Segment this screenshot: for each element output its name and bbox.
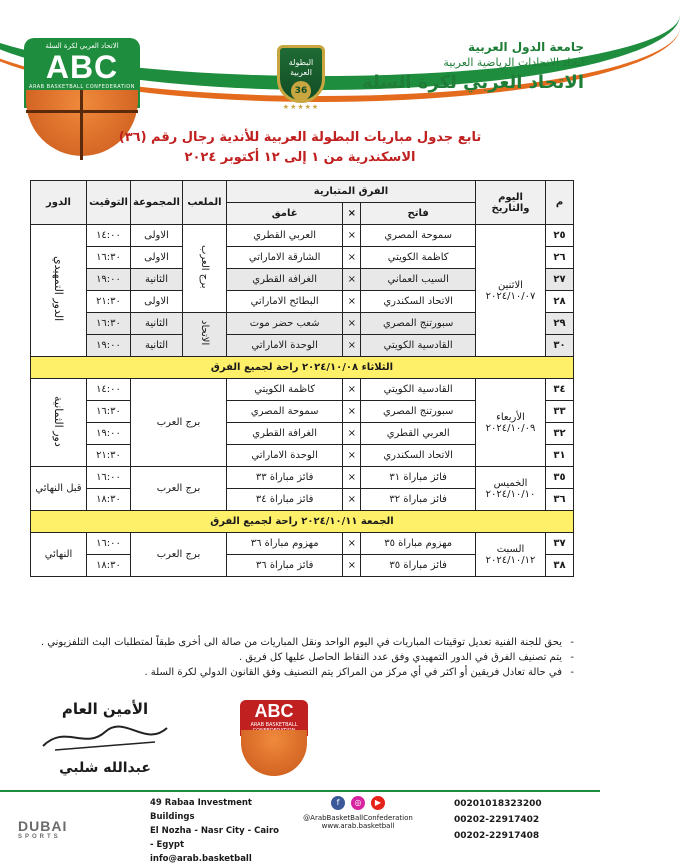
signature-scribble-icon <box>35 720 175 754</box>
social-block <box>298 796 418 830</box>
time-cell: ١٦:٣٠ <box>87 313 131 335</box>
team-away: مهزوم مباراة ٣٦ <box>226 533 342 555</box>
match-number: ٣٤ <box>546 379 574 401</box>
match-number: ٣٦ <box>546 489 574 511</box>
phone-2[interactable]: 00202-22917402 <box>454 815 540 825</box>
note-item: - في حالة تعادل فريقين أو اكثر في أي مركز من المراكز يتم التصنيف وفق القانون الدولي لكرة السلة . <box>14 665 574 680</box>
org-line-1: جامعة الدول العربية <box>468 40 584 54</box>
team-home: الاتحاد السكندري <box>361 445 476 467</box>
match-number: ٣٣ <box>546 401 574 423</box>
group-cell: الاولى <box>131 291 183 313</box>
championship-logo-number: 36 <box>291 81 311 101</box>
org-line-2: اتحاد الاتحادات الرياضية العربية <box>443 56 584 69</box>
table-row <box>31 533 574 555</box>
round-name: الدور التمهيدي <box>52 256 65 322</box>
team-home: سموحة المصري <box>361 225 476 247</box>
abc-logo-arabic: الاتحاد العربي لكرة السلة <box>45 42 119 50</box>
abc-logo-english: ARAB BASKETBALL CONFEDERATION <box>29 84 135 90</box>
team-away: البطائح الاماراتي <box>226 291 342 313</box>
versus: × <box>343 555 361 577</box>
day-name: الأربعاء <box>496 411 525 423</box>
match-number: ٣٥ <box>546 467 574 489</box>
match-number: ٣٧ <box>546 533 574 555</box>
match-number: ٢٦ <box>546 247 574 269</box>
email-link[interactable]: info@arab.basketball <box>150 854 252 864</box>
venue-cell: برج العرب <box>131 533 227 577</box>
versus: × <box>343 445 361 467</box>
time-cell: ١٦:٠٠ <box>87 533 131 555</box>
match-number: ٢٧ <box>546 269 574 291</box>
day-name: السبت <box>496 543 525 555</box>
day-date: ٢٠٢٤/١٠/١٠ <box>485 488 536 500</box>
day-date: ٢٠٢٤/١٠/٠٧ <box>485 290 536 302</box>
team-home: فائز مباراة ٣٢ <box>361 489 476 511</box>
col-header-num: م <box>546 181 574 225</box>
phone-1[interactable]: 00201018323200 <box>454 799 542 809</box>
table-header-row <box>31 181 574 203</box>
stars-icon: ★★★★★ <box>282 103 320 111</box>
team-away: الغرافة القطري <box>226 269 342 291</box>
col-header-time: التوقيت <box>87 181 131 225</box>
social-handle[interactable]: @ArabBasketBallConfederation <box>303 814 413 822</box>
team-home: الاتحاد السكندري <box>361 291 476 313</box>
time-cell: ١٩:٠٠ <box>87 423 131 445</box>
team-away: الوحدة الاماراتي <box>226 335 342 357</box>
day-cell <box>476 467 546 511</box>
time-cell: ٢١:٣٠ <box>87 291 131 313</box>
address-block <box>150 796 280 866</box>
championship-logo-text: البطولة العربية <box>288 58 314 77</box>
col-header-group: المجموعة <box>131 181 183 225</box>
table-row <box>31 467 574 489</box>
versus: × <box>343 533 361 555</box>
venue-cell <box>182 225 226 313</box>
time-cell: ١٩:٠٠ <box>87 269 131 291</box>
team-home: سبورتنج المصري <box>361 401 476 423</box>
team-away: فائز مباراة ٣٣ <box>226 467 342 489</box>
round-name: دور الثمانية <box>52 395 65 447</box>
time-cell: ١٩:٠٠ <box>87 335 131 357</box>
group-cell: الاولى <box>131 225 183 247</box>
championship-shield-icon <box>277 45 325 103</box>
document-title: تابع جدول مباريات البطولة العربية للأندية رجال رقم (٣٦) <box>118 130 482 145</box>
round-cell <box>31 379 87 467</box>
team-away: كاظمة الكويتي <box>226 379 342 401</box>
abc-stamp-english: ARAB BASKETBALL <box>250 722 298 728</box>
youtube-icon[interactable]: ▶ <box>371 796 385 810</box>
team-home: سبورتنج المصري <box>361 313 476 335</box>
match-number: ٣٨ <box>546 555 574 577</box>
time-cell: ١٤:٠٠ <box>87 379 131 401</box>
versus: × <box>343 423 361 445</box>
team-home: كاظمة الكويتي <box>361 247 476 269</box>
group-cell: الثانية <box>131 269 183 291</box>
championship-logo <box>270 45 332 113</box>
organization-block <box>354 40 584 93</box>
note-item: - يحق للجنة الفنية تعديل توقيتات المباريات في اليوم الواحد ونقل المباريات من صالة الى أخرى طبقاً لمتطلبات البث التلفزيوني . <box>14 635 574 650</box>
signature-block <box>30 700 180 776</box>
venue-name: برج العرب <box>198 245 210 289</box>
phone-3[interactable]: 00202-22917408 <box>454 831 540 841</box>
team-home: فائز مباراة ٣٥ <box>361 555 476 577</box>
instagram-icon[interactable]: ◎ <box>351 796 365 810</box>
team-home: العربي القطري <box>361 423 476 445</box>
abc-stamp-letters: ABC <box>254 701 294 721</box>
basketball-icon <box>241 730 307 776</box>
phone-block <box>454 796 584 844</box>
day-cell <box>476 533 546 577</box>
round-cell: قبل النهائي <box>31 467 87 511</box>
group-cell: الاولى <box>131 247 183 269</box>
rest-day-row <box>31 511 574 533</box>
round-cell <box>31 225 87 357</box>
address-line-2: El Nozha - Nasr City - Cairo - Egypt <box>150 826 279 850</box>
match-number: ٢٥ <box>546 225 574 247</box>
rest-day-text: الثلاثاء ٢٠٢٤/١٠/٠٨ راحة لجميع الفرق <box>31 357 574 379</box>
match-number: ٣٢ <box>546 423 574 445</box>
team-away: العربي القطري <box>226 225 342 247</box>
col-header-venue: الملعب <box>182 181 226 225</box>
match-number: ٢٩ <box>546 313 574 335</box>
brand-name: DUBAI <box>18 818 68 834</box>
brand-sub: SPORTS <box>18 834 61 840</box>
venue-cell <box>182 313 226 357</box>
team-home: القادسية الكويتي <box>361 335 476 357</box>
venue-cell: برج العرب <box>131 379 227 467</box>
team-away: الشارقة الاماراتي <box>226 247 342 269</box>
versus: × <box>343 313 361 335</box>
day-name: الخميس <box>493 477 528 489</box>
team-away: الغرافة القطري <box>226 423 342 445</box>
abc-logo-letters: ABC <box>45 49 119 85</box>
versus: × <box>343 379 361 401</box>
time-cell: ١٨:٣٠ <box>87 555 131 577</box>
versus: × <box>343 291 361 313</box>
versus: × <box>343 225 361 247</box>
rest-day-text: الجمعة ٢٠٢٤/١٠/١١ راحة لجميع الفرق <box>31 511 574 533</box>
time-cell: ٢١:٣٠ <box>87 445 131 467</box>
table-row <box>31 225 574 247</box>
round-cell: النهائي <box>31 533 87 577</box>
col-header-loser: غامق <box>226 203 342 225</box>
dubai-sports-logo <box>18 818 118 840</box>
col-header-round: الدور <box>31 181 87 225</box>
group-cell: الثانية <box>131 313 183 335</box>
team-away: شعب حضر موت <box>226 313 342 335</box>
day-date: ٢٠٢٤/١٠/١٢ <box>485 554 536 566</box>
col-header-winner: فاتح <box>361 203 476 225</box>
rest-day-row <box>31 357 574 379</box>
website-link[interactable]: www.arab.basketball <box>321 822 395 830</box>
day-name: الاثنين <box>498 279 523 291</box>
team-home: السيب العماني <box>361 269 476 291</box>
versus: × <box>343 335 361 357</box>
day-date: ٢٠٢٤/١٠/٠٩ <box>485 422 536 434</box>
team-home: فائز مباراة ٣١ <box>361 467 476 489</box>
time-cell: ١٨:٣٠ <box>87 489 131 511</box>
versus: × <box>343 489 361 511</box>
team-home: القادسية الكويتي <box>361 379 476 401</box>
team-away: الوحدة الاماراتي <box>226 445 342 467</box>
signature-name: عبدالله شلبي <box>59 760 151 776</box>
match-number: ٣٠ <box>546 335 574 357</box>
abc-stamp-logo <box>237 700 311 782</box>
col-header-day: اليوم والتاريخ <box>476 181 546 225</box>
day-cell <box>476 379 546 467</box>
team-away: سموحة المصري <box>226 401 342 423</box>
group-cell: الثانية <box>131 335 183 357</box>
table-row <box>31 379 574 401</box>
schedule-table <box>30 180 574 577</box>
time-cell: ١٤:٠٠ <box>87 225 131 247</box>
venue-name: الاتحاد <box>198 320 210 346</box>
time-cell: ١٦:٣٠ <box>87 247 131 269</box>
versus: × <box>343 247 361 269</box>
versus: × <box>343 401 361 423</box>
team-home: مهزوم مباراة ٣٥ <box>361 533 476 555</box>
versus: × <box>343 269 361 291</box>
time-cell: ١٦:٣٠ <box>87 401 131 423</box>
facebook-icon[interactable]: f <box>331 796 345 810</box>
team-away: فائز مباراة ٣٤ <box>226 489 342 511</box>
col-header-x: × <box>343 203 361 225</box>
address-line-1: 49 Rabaa Investment Buildings <box>150 798 252 822</box>
notes-list <box>14 635 574 680</box>
document-subtitle: الاسكندرية من ١ إلى ١٢ أكتوبر ٢٠٢٤ <box>184 150 416 165</box>
venue-cell: برج العرب <box>131 467 227 511</box>
col-header-teams: الفرق المتبارية <box>226 181 475 203</box>
footer <box>0 790 600 864</box>
match-number: ٢٨ <box>546 291 574 313</box>
match-number: ٣١ <box>546 445 574 467</box>
time-cell: ١٦:٠٠ <box>87 467 131 489</box>
signature-title: الأمين العام <box>61 700 149 718</box>
note-item: - يتم تصنيف الفرق في الدور التمهيدي وفق عدد النقاط الحاصل عليها كل فريق . <box>14 650 574 665</box>
versus: × <box>343 467 361 489</box>
day-cell <box>476 225 546 357</box>
basketball-icon <box>26 90 138 156</box>
org-line-3: الاتحاد العربي لكرة السلة <box>362 72 584 93</box>
team-away: فائز مباراة ٣٦ <box>226 555 342 577</box>
